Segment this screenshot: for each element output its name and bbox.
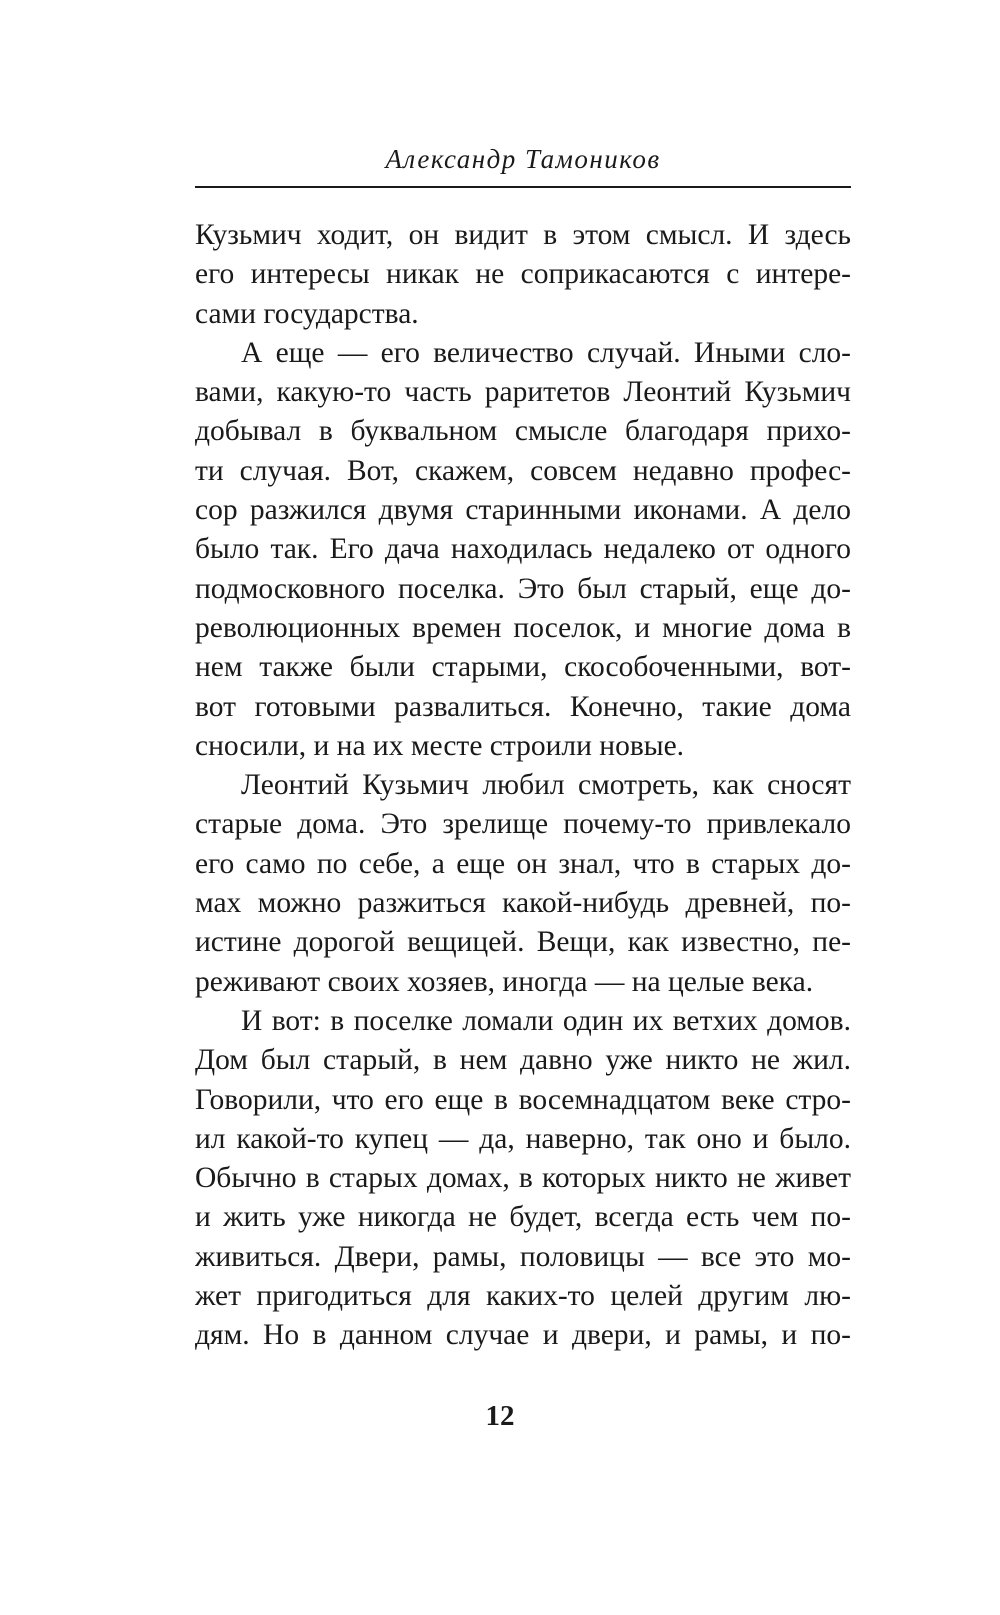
text-line: живиться. Двери, рамы, половицы — все это мо-	[195, 1240, 851, 1273]
paragraph-first-line: И вот: в поселке ломали один их ветхих домов.	[241, 1004, 851, 1037]
text-line: ил какой-то купец — да, наверно, так оно и было.	[195, 1122, 851, 1155]
paragraph-first-line: Леонтий Кузьмич любил смотреть, как сносят	[241, 769, 851, 802]
text-line: жет пригодиться для каких-то целей другим лю-	[195, 1280, 851, 1313]
text-line: его само по себе, а еще он знал, что в старых до-	[195, 847, 851, 880]
text-line: Обычно в старых домах, в которых никто не живет	[195, 1162, 851, 1195]
text-line: сор разжился двумя старинными иконами. А дело	[195, 494, 851, 527]
body-text	[195, 216, 851, 1356]
text-line: вами, какую-то часть раритетов Леонтий Кузьмич	[195, 376, 851, 409]
running-head-author: Александр Тамоников	[385, 144, 661, 174]
text-line: Говорили, что его еще в восемнадцатом веке стро-	[195, 1083, 851, 1116]
text-line: Кузьмич ходит, он видит в этом смысл. И здесь	[195, 219, 851, 251]
text-line: сносили, и на их месте строили новые.	[195, 729, 685, 762]
text-line: ти случая. Вот, скажем, совсем недавно профес-	[195, 454, 851, 487]
text-line: реживают своих хозяев, иногда — на целые века.	[195, 965, 814, 998]
text-line: революционных времен поселок, и многие дома в	[195, 611, 851, 644]
text-line: нем также были старыми, скособоченными, вот-	[195, 651, 851, 684]
text-line: истине дорогой вещицей. Вещи, как известно, пе-	[195, 926, 851, 959]
text-line: было так. Его дача находилась недалеко от одного	[195, 533, 851, 566]
text-line: вот готовыми развалиться. Конечно, такие дома	[195, 690, 851, 723]
text-line: добывал в буквальном смысле благодаря прихо-	[195, 415, 851, 448]
text-line: Дом был старый, в нем давно уже никто не жил.	[195, 1044, 851, 1077]
paragraph-first-line: А еще — его величество случай. Иными сло-	[241, 336, 851, 369]
text-line: сами государства.	[195, 297, 419, 330]
text-line: мах можно разжиться какой-нибудь древней, по-	[195, 887, 851, 920]
text-line: подмосковного поселка. Это был старый, еще до-	[195, 572, 851, 605]
header-rule	[195, 186, 851, 188]
text-line: дям. Но в данном случае и двери, и рамы, и по-	[195, 1319, 851, 1352]
text-line: его интересы никак не соприкасаются с интере-	[195, 258, 851, 291]
page-number: 12	[485, 1400, 515, 1432]
text-line: старые дома. Это зрелище почему-то привлекало	[195, 808, 851, 841]
text-line: и жить уже никогда не будет, всегда есть чем по-	[195, 1201, 851, 1234]
